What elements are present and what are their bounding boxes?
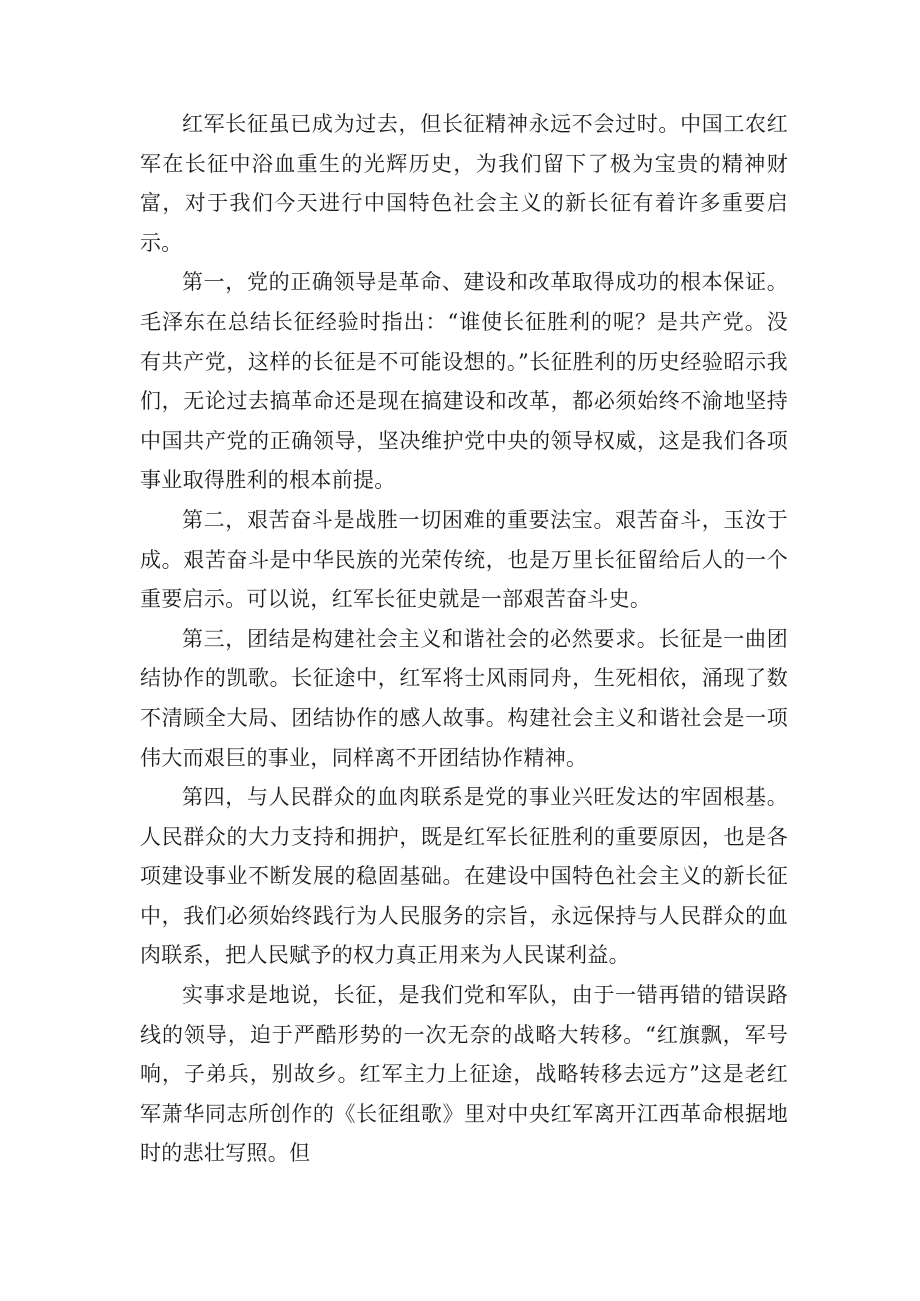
paragraph-intro: 红军长征虽已成为过去，但长征精神永远不会过时。中国工农红军在长征中浴血重生的光辉历史，为我们留下了极为宝贵的精神财富，对于我们今天进行中国特色社会主义的新长征有着许多重要启示。 bbox=[140, 112, 788, 255]
paragraph-fourth-point: 第四，与人民群众的血肉联系是党的事业兴旺发达的牢固根基。人民群众的大力支持和拥护，既是红军长征胜利的重要原因，也是各项建设事业不断发展的稳固基础。在建设中国特色社会主义的新长征中，我们必须始终践行为人民服务的宗旨，永远保持与人民群众的血肉联系，把人民赋予的权力真正用来为人民谋利益。 bbox=[140, 785, 788, 968]
paragraph-second-point: 第二，艰苦奋斗是战胜一切困难的重要法宝。艰苦奋斗，玉汝于成。艰苦奋斗是中华民族的光荣传统，也是万里长征留给后人的一个重要启示。可以说，红军长征史就是一部艰苦奋斗史。 bbox=[140, 507, 788, 612]
paragraph-third-point: 第三，团结是构建社会主义和谐社会的必然要求。长征是一曲团结协作的凯歌。长征途中，红军将士风雨同舟，生死相依，涌现了数不清顾全大局、团结协作的感人故事。构建社会主义和谐社会是一项伟大而艰巨的事业，同样离不开团结协作精神。 bbox=[140, 626, 788, 770]
paragraph-truth-seeking: 实事求是地说，长征，是我们党和军队，由于一错再错的错误路线的领导，迫于严酷形势的一次无奈的战略大转移。“红旗飘，军号响，子弟兵，别故乡。红军主力上征途，战略转移去远方”这是老红军萧华同志所创作的《长征组歌》里对中央红军离开江西革命根据地时的悲壮写照。但 bbox=[140, 983, 788, 1166]
document-body bbox=[140, 105, 788, 1174]
paragraph-first-point: 第一，党的正确领导是革命、建设和改革取得成功的根本保证。毛泽东在总结长征经验时指出：“谁使长征胜利的呢？是共产党。没有共产党，这样的长征是不可能设想的。”长征胜利的历史经验昭示我们，无论过去搞革命还是现在搞建设和改革，都必须始终不渝地坚持中国共产党的正确领导，坚决维护党中央的领导权威，这是我们各项事业取得胜利的根本前提。 bbox=[140, 270, 788, 493]
